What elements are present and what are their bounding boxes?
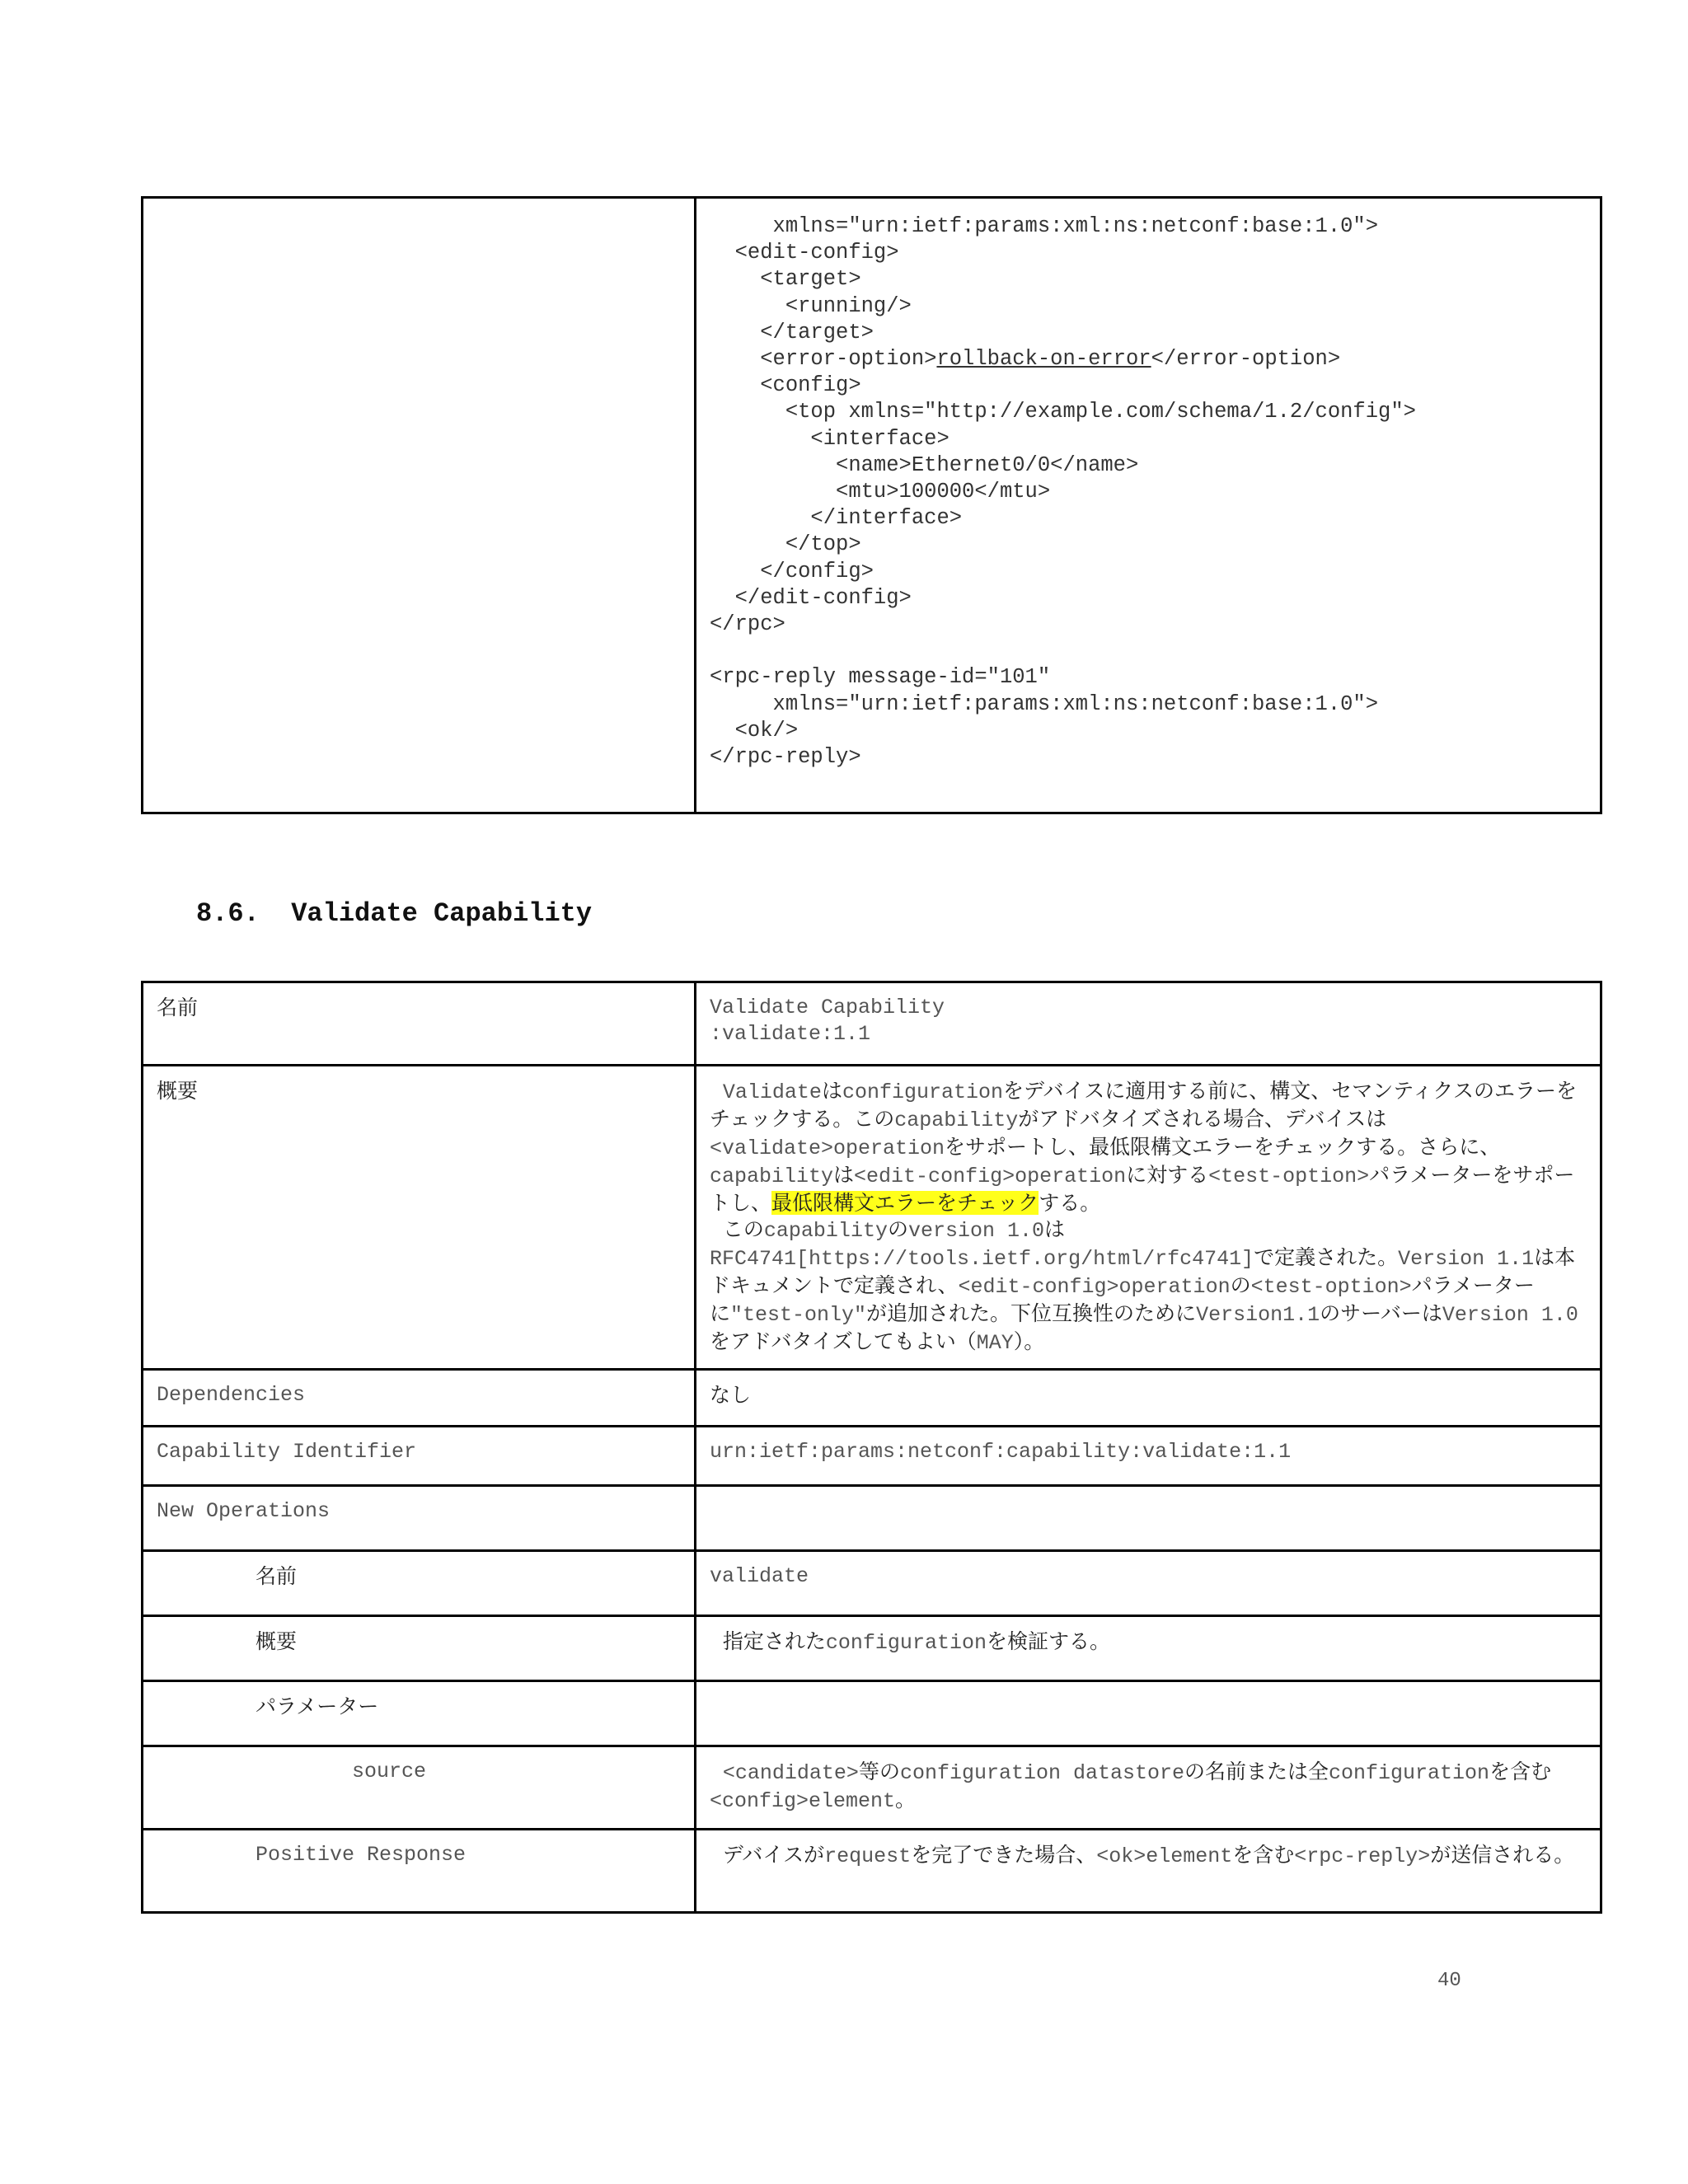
row-operation-name <box>143 1551 1601 1616</box>
source-value: <candidate>等のconfiguration datastoreの名前または全configurationを含む<config>element。 <box>696 1746 1601 1830</box>
row-capability-identifier <box>143 1427 1601 1486</box>
row-source <box>143 1746 1601 1830</box>
positive-response-value: デバイスがrequestを完了できた場合、<ok>elementを含む<rpc-reply>が送信される。 <box>696 1830 1601 1913</box>
code-example-left-cell <box>143 198 696 813</box>
highlighted-text: 最低限構文エラーをチェック <box>771 1191 1039 1215</box>
section-heading: 8.6. Validate Capability <box>196 898 593 929</box>
row-name <box>143 982 1601 1066</box>
operation-overview-value: 指定されたconfigurationを検証する。 <box>696 1616 1601 1681</box>
code-example-row <box>143 198 1601 813</box>
overview-label: 概要 <box>143 1066 696 1370</box>
page-number: 40 <box>1437 1970 1461 1992</box>
overview-text: Validateはconfigurationをデバイスに適用する前に、構文、セマンティクスのエラーをチェックする。このcapabilityがアドバタイズされる場合、デバイスは<validate>operationをサポートし、最低限構文エラーをチェックする。さらに、capabilityは<edit-config>operationに対する<test-option>パラメーターをサポートし、最低限構文エラーをチェックする。 このcapabilityのversion 1.0は RFC4741[https://tools.ietf.org/html/rfc4741]で定義された。Version 1.1は本ドキュメントで定義され、<edit-config>operationの<test-option>パラメーターに"test-only"が追加された。下位互換性のためにVersion1.1のサーバーはVersion 1.0をアドバタイズしてもよい（MAY）。 <box>696 1066 1601 1370</box>
dependencies-value: なし <box>696 1370 1601 1427</box>
name-value: Validate Capability :validate:1.1 <box>696 982 1601 1066</box>
capability-identifier-value: urn:ietf:params:netconf:capability:validate:1.1 <box>696 1427 1601 1486</box>
row-operation-overview <box>143 1616 1601 1681</box>
operation-name-value: validate <box>696 1551 1601 1616</box>
row-overview <box>143 1066 1601 1370</box>
new-operations-label: New Operations <box>143 1486 696 1551</box>
xml-code-block: xmlns="urn:ietf:params:xml:ns:netconf:base:1.0"> <edit-config> <target> <running/> </target> <error-option>rollback-on-error</error-option> <config> <top xmlns="http://example.com/schema/1.2/config"> <interface> <name>Ethernet0/0</name> <mtu>100000</mtu> </interface> </top> </config> </edit-config> </rpc> <rpc-reply message-id="101" xmlns="urn:ietf:params:xml:ns:netconf:base:1.0"> <ok/> </rpc-reply> <box>710 214 1416 770</box>
code-example-table <box>141 196 1602 814</box>
row-parameters <box>143 1681 1601 1746</box>
row-positive-response <box>143 1830 1601 1913</box>
dependencies-label: Dependencies <box>143 1370 696 1427</box>
capability-identifier-label: Capability Identifier <box>143 1427 696 1486</box>
code-example-cell <box>696 198 1601 813</box>
row-dependencies <box>143 1370 1601 1427</box>
new-operations-value <box>696 1486 1601 1551</box>
operation-name-label: 名前 <box>143 1551 696 1616</box>
positive-response-label: Positive Response <box>143 1830 696 1913</box>
operation-overview-label: 概要 <box>143 1616 696 1681</box>
validate-capability-table <box>141 981 1602 1914</box>
rollback-on-error-text: rollback-on-error <box>936 347 1151 372</box>
row-new-operations <box>143 1486 1601 1551</box>
name-label: 名前 <box>143 982 696 1066</box>
source-label: source <box>143 1746 696 1830</box>
parameters-label: パラメーター <box>143 1681 696 1746</box>
parameters-value <box>696 1681 1601 1746</box>
